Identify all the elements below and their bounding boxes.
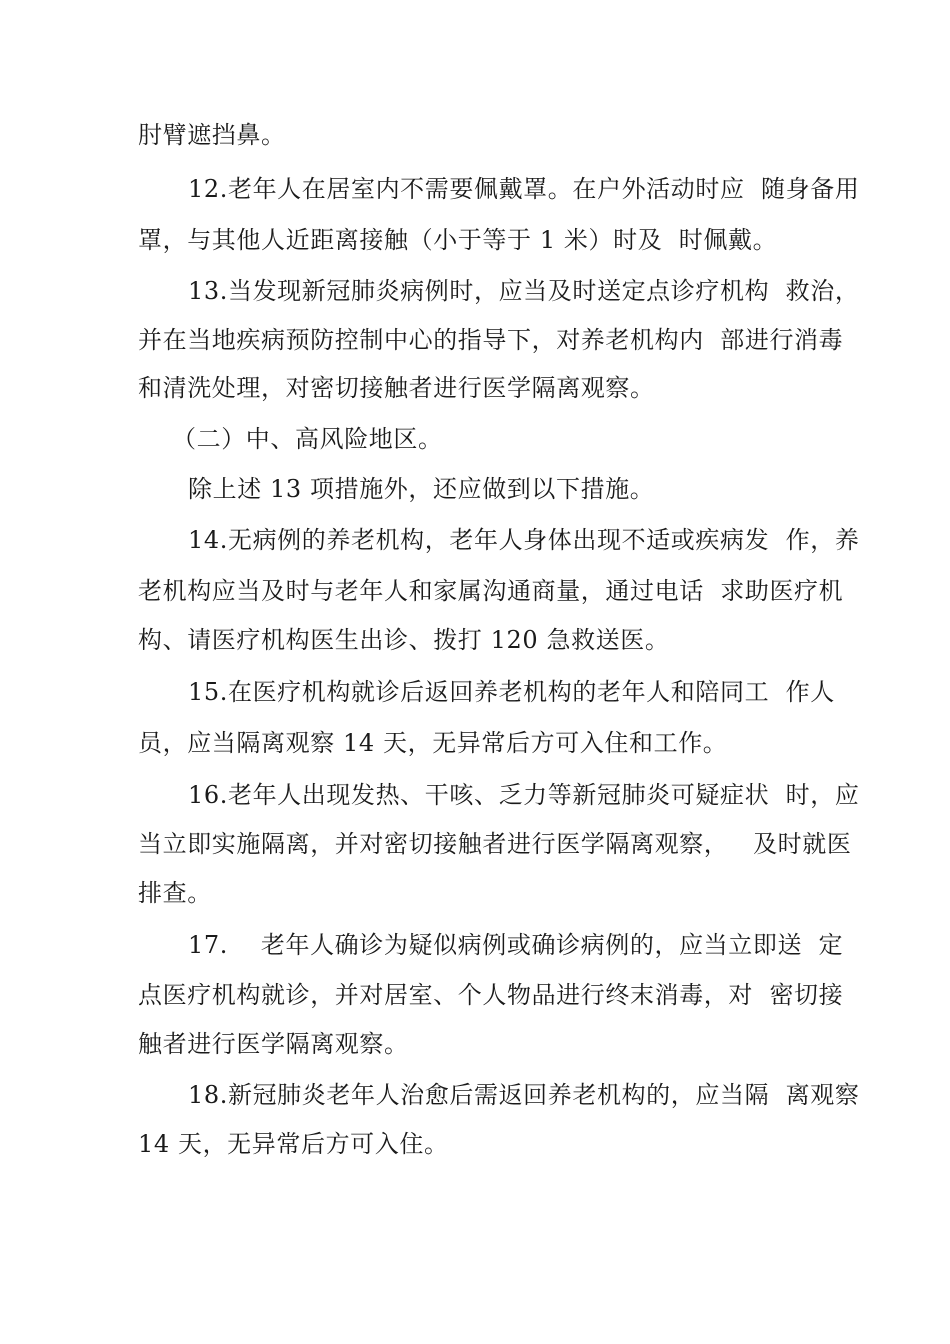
item-13-line-3: 和清洗处理，对密切接触者进行医学隔离观察。 — [138, 374, 655, 402]
item-16-line-3: 排查。 — [138, 879, 212, 907]
item-14-line-3: 构、请医疗机构医生出诊、拨打 120 急救送医。 — [138, 626, 670, 654]
item-16-line-2: 当立即实施隔离，并对密切接触者进行医学隔离观察， 及时就医 — [138, 830, 852, 858]
section-heading: （二）中、高风险地区。 — [172, 425, 443, 453]
item-16-line-1: 16.老年人出现发热、干咳、乏力等新冠肺炎可疑症状 时，应 — [188, 781, 860, 809]
item-15-line-2: 员，应当隔离观察 14 天，无异常后方可入住和工作。 — [138, 729, 728, 757]
item-13-line-1: 13.当发现新冠肺炎病例时，应当及时送定点诊疗机构 救治， — [188, 277, 860, 305]
item-15-line-1: 15.在医疗机构就诊后返回养老机构的老年人和陪同工 作人 — [188, 678, 835, 706]
item-14-line-2: 老机构应当及时与老年人和家属沟通商量，通过电话 求助医疗机 — [138, 577, 844, 605]
section-intro: 除上述 13 项措施外，还应做到以下措施。 — [188, 475, 655, 503]
text-line: 肘臂遮挡鼻。 — [138, 121, 286, 149]
item-13-line-2: 并在当地疾病预防控制中心的指导下，对养老机构内 部进行消毒 — [138, 326, 844, 354]
item-17-line-3: 触者进行医学隔离观察。 — [138, 1030, 409, 1058]
item-18-line-1: 18.新冠肺炎老年人治愈后需返回养老机构的，应当隔 离观察 — [188, 1081, 860, 1109]
item-18-line-2: 14 天，无异常后方可入住。 — [138, 1130, 449, 1158]
item-14-line-1: 14.无病例的养老机构，老年人身体出现不适或疾病发 作，养 — [188, 526, 860, 554]
item-12-line-2: 罩，与其他人近距离接触（小于等于 1 米）时及 时佩戴。 — [138, 226, 778, 254]
item-12-line-1: 12.老年人在居室内不需要佩戴罩。在户外活动时应 随身备用 — [188, 175, 860, 203]
item-17-line-2: 点医疗机构就诊，并对居室、个人物品进行终末消毒，对 密切接 — [138, 981, 844, 1009]
item-17-line-1: 17. 老年人确诊为疑似病例或确诊病例的，应当立即送 定 — [188, 931, 844, 959]
